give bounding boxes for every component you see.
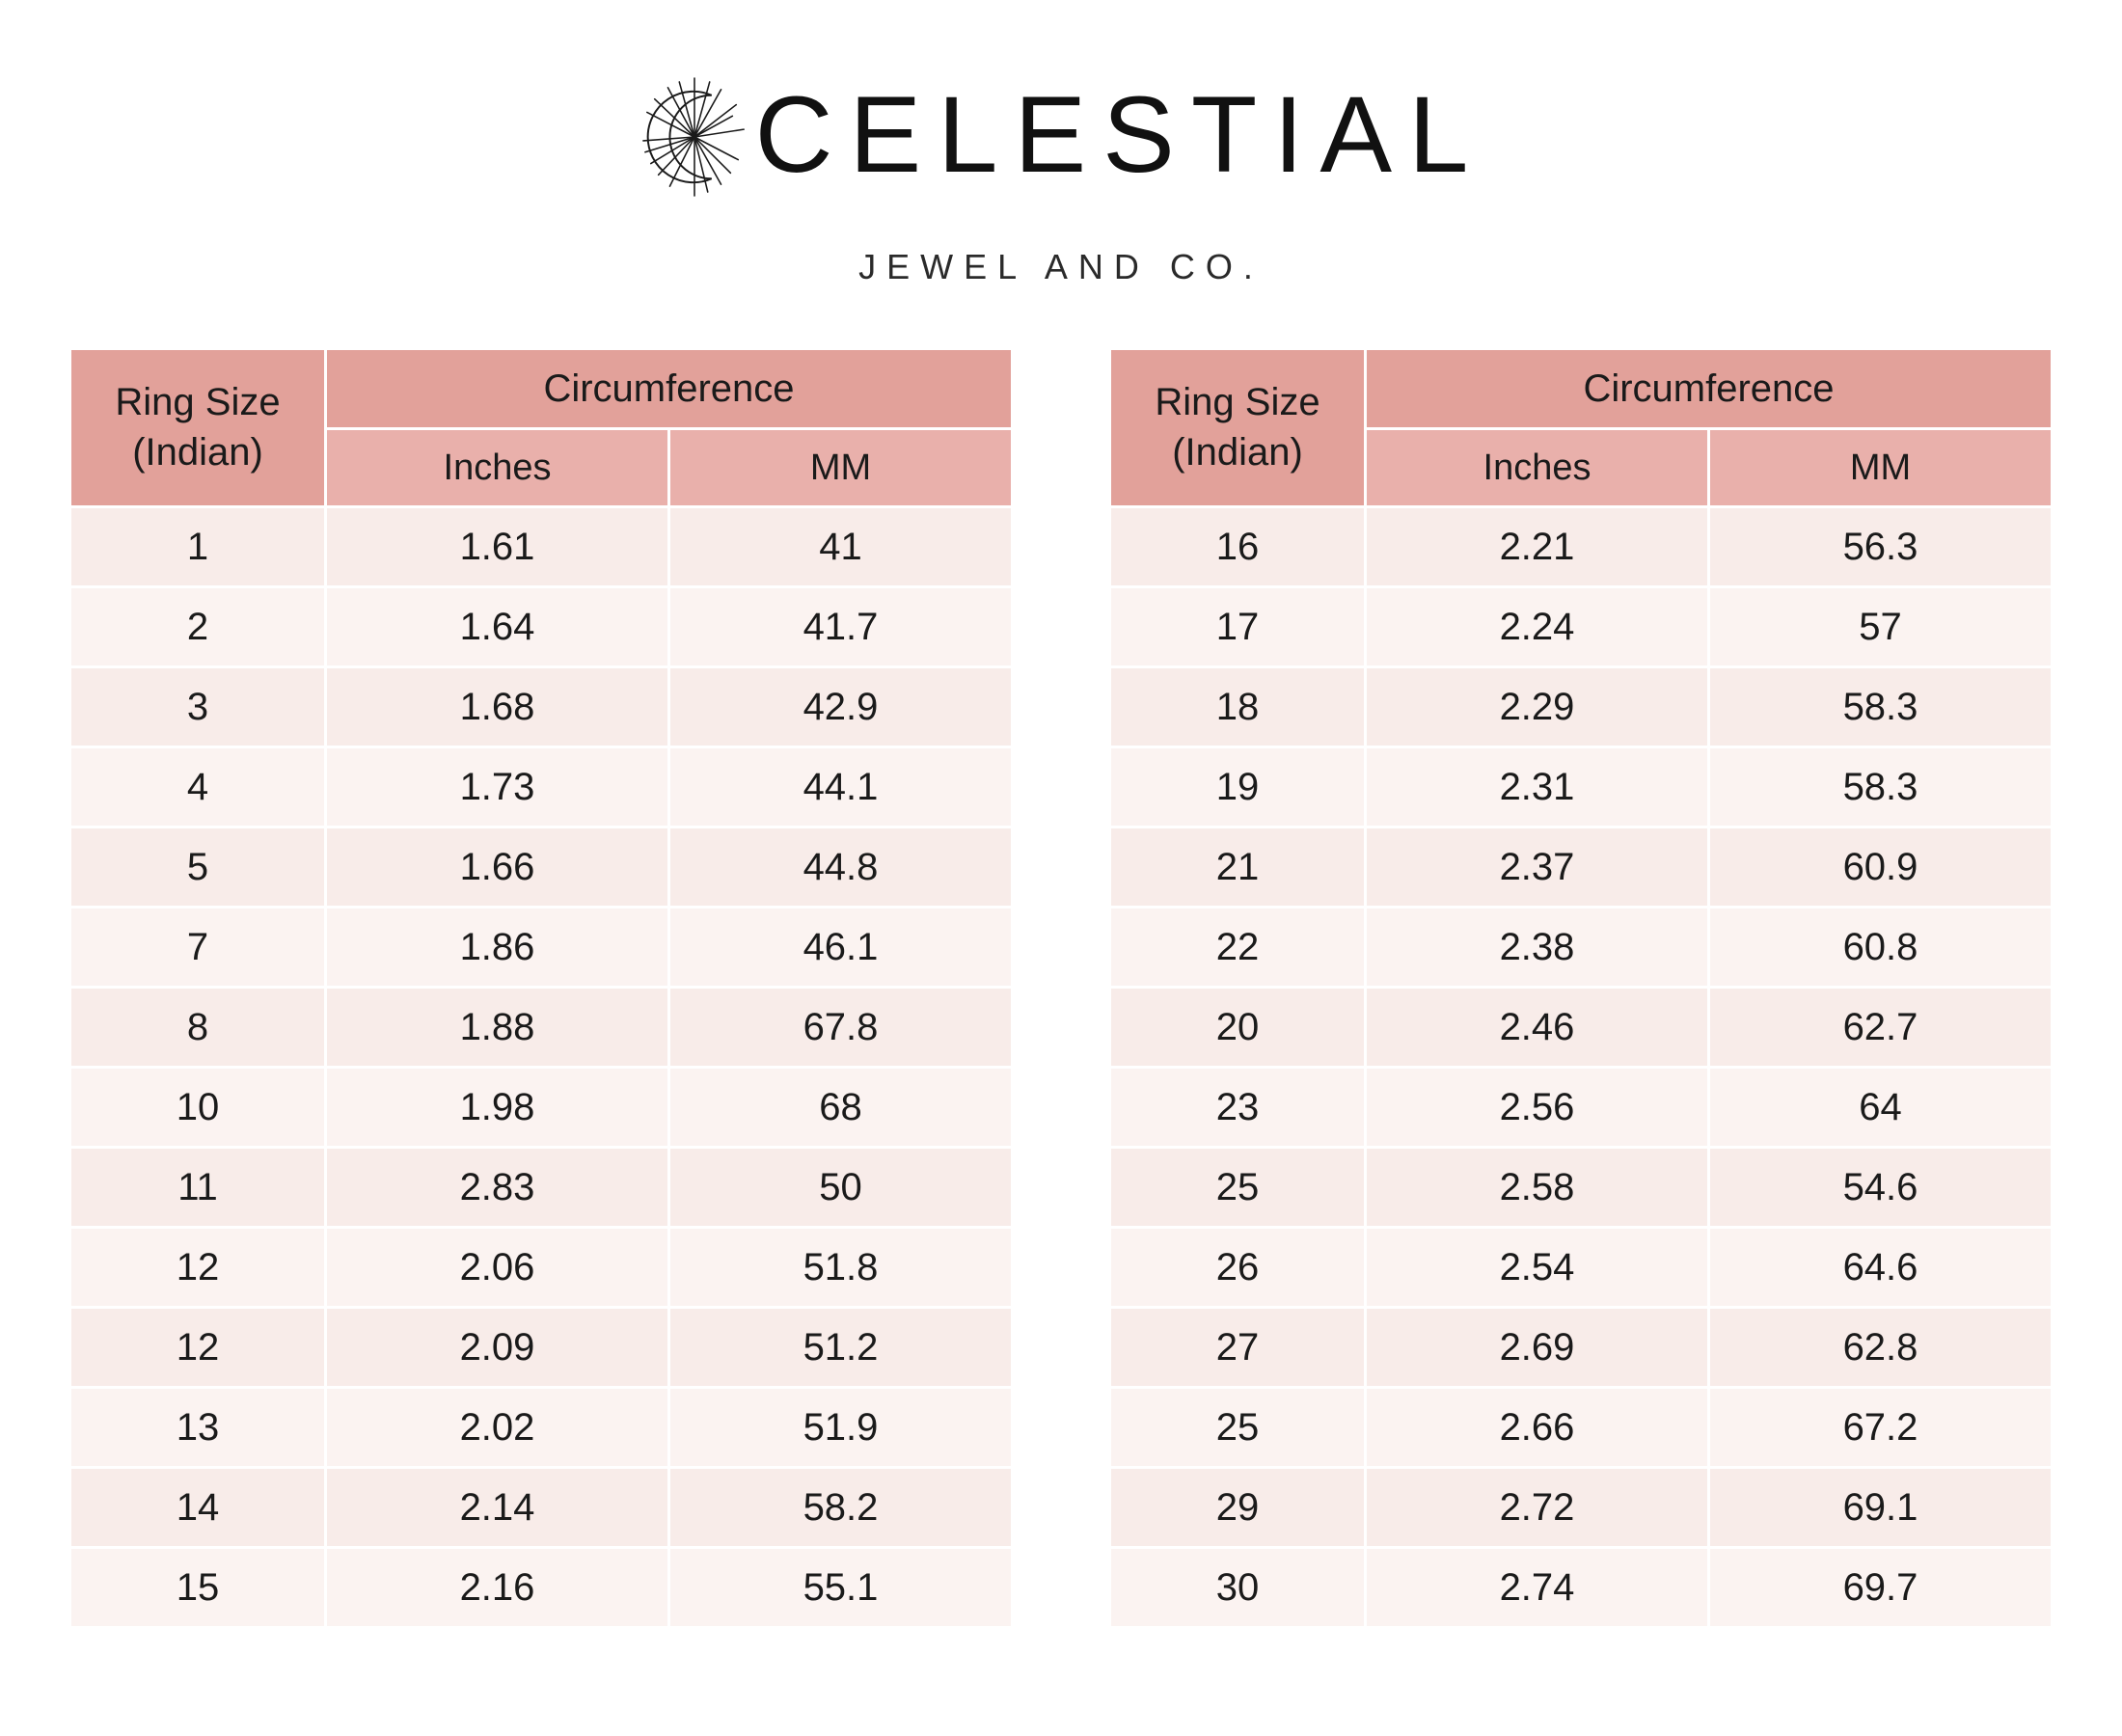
cell-mm: 68 xyxy=(670,1069,1011,1146)
cell-inches: 2.83 xyxy=(327,1149,667,1226)
cell-ring-size: 26 xyxy=(1111,1229,1364,1306)
cell-mm: 41 xyxy=(670,508,1011,585)
cell-inches: 1.88 xyxy=(327,989,667,1066)
cell-ring-size: 25 xyxy=(1111,1149,1364,1226)
cell-ring-size: 21 xyxy=(1111,828,1364,906)
header-ring-size-sublabel: (Indian) xyxy=(132,430,263,474)
cell-inches: 1.64 xyxy=(327,588,667,665)
table-header-row-top xyxy=(71,350,1011,427)
cell-mm: 44.1 xyxy=(670,748,1011,826)
table-row xyxy=(1111,1389,2051,1466)
cell-inches: 2.56 xyxy=(1367,1069,1707,1146)
table-head xyxy=(1111,350,2051,505)
brand-tagline: JEWEL AND CO. xyxy=(858,247,1264,286)
cell-inches: 2.14 xyxy=(327,1469,667,1546)
header-ring-size xyxy=(1111,350,1364,505)
cell-ring-size: 5 xyxy=(71,828,324,906)
cell-inches: 2.69 xyxy=(1367,1309,1707,1386)
table-row xyxy=(1111,668,2051,746)
cell-mm: 58.3 xyxy=(1710,668,2051,746)
cell-mm: 46.1 xyxy=(670,909,1011,986)
table-body xyxy=(1111,508,2051,1626)
cell-mm: 60.8 xyxy=(1710,909,2051,986)
header-ring-size-label: Ring Size xyxy=(1155,381,1320,424)
header-inches: Inches xyxy=(327,430,667,505)
table-row xyxy=(71,1389,1011,1466)
cell-inches: 2.54 xyxy=(1367,1229,1707,1306)
cell-mm: 51.8 xyxy=(670,1229,1011,1306)
cell-inches: 1.68 xyxy=(327,668,667,746)
cell-ring-size: 18 xyxy=(1111,668,1364,746)
cell-mm: 69.1 xyxy=(1710,1469,2051,1546)
cell-inches: 2.66 xyxy=(1367,1389,1707,1466)
cell-ring-size: 29 xyxy=(1111,1469,1364,1546)
cell-mm: 67.2 xyxy=(1710,1389,2051,1466)
cell-ring-size: 3 xyxy=(71,668,324,746)
cell-mm: 58.3 xyxy=(1710,748,2051,826)
table-row xyxy=(1111,748,2051,826)
table-row xyxy=(1111,1469,2051,1546)
cell-inches: 1.98 xyxy=(327,1069,667,1146)
cell-inches: 1.66 xyxy=(327,828,667,906)
cell-ring-size: 13 xyxy=(71,1389,324,1466)
header-circumference: Circumference xyxy=(327,350,1011,427)
cell-inches: 2.37 xyxy=(1367,828,1707,906)
cell-mm: 55.1 xyxy=(670,1549,1011,1626)
cell-inches: 1.61 xyxy=(327,508,667,585)
cell-ring-size: 12 xyxy=(71,1229,324,1306)
cell-ring-size: 7 xyxy=(71,909,324,986)
table-row xyxy=(1111,909,2051,986)
cell-mm: 62.8 xyxy=(1710,1309,2051,1386)
table-row xyxy=(71,989,1011,1066)
table-row xyxy=(71,1229,1011,1306)
header-circumference: Circumference xyxy=(1367,350,2051,427)
table-row xyxy=(1111,1149,2051,1226)
table-row xyxy=(71,828,1011,906)
cell-ring-size: 1 xyxy=(71,508,324,585)
table-row xyxy=(1111,588,2051,665)
table-row xyxy=(71,1069,1011,1146)
cell-mm: 54.6 xyxy=(1710,1149,2051,1226)
table-row xyxy=(71,588,1011,665)
table-row xyxy=(71,1309,1011,1386)
cell-mm: 51.2 xyxy=(670,1309,1011,1386)
cell-ring-size: 14 xyxy=(71,1469,324,1546)
cell-inches: 1.86 xyxy=(327,909,667,986)
header-inches: Inches xyxy=(1367,430,1707,505)
table-header-row-top xyxy=(1111,350,2051,427)
cell-ring-size: 30 xyxy=(1111,1549,1364,1626)
cell-ring-size: 25 xyxy=(1111,1389,1364,1466)
cell-mm: 69.7 xyxy=(1710,1549,2051,1626)
table-row xyxy=(71,1549,1011,1626)
cell-ring-size: 10 xyxy=(71,1069,324,1146)
size-tables-container xyxy=(0,347,2122,1629)
cell-inches: 2.09 xyxy=(327,1309,667,1386)
cell-mm: 51.9 xyxy=(670,1389,1011,1466)
cell-inches: 2.06 xyxy=(327,1229,667,1306)
cell-ring-size: 12 xyxy=(71,1309,324,1386)
table-row xyxy=(71,668,1011,746)
cell-inches: 2.58 xyxy=(1367,1149,1707,1226)
table-row xyxy=(71,1149,1011,1226)
cell-ring-size: 20 xyxy=(1111,989,1364,1066)
cell-mm: 58.2 xyxy=(670,1469,1011,1546)
header-ring-size xyxy=(71,350,324,505)
cell-mm: 64 xyxy=(1710,1069,2051,1146)
cell-mm: 60.9 xyxy=(1710,828,2051,906)
cell-inches: 2.72 xyxy=(1367,1469,1707,1546)
ring-size-table-right xyxy=(1108,347,2054,1629)
cell-mm: 44.8 xyxy=(670,828,1011,906)
cell-inches: 2.46 xyxy=(1367,989,1707,1066)
cell-inches: 2.02 xyxy=(327,1389,667,1466)
table-row xyxy=(71,508,1011,585)
table-head xyxy=(71,350,1011,505)
cell-mm: 62.7 xyxy=(1710,989,2051,1066)
table-row xyxy=(71,748,1011,826)
header-mm: MM xyxy=(1710,430,2051,505)
ring-size-table-left xyxy=(68,347,1014,1629)
cell-inches: 2.31 xyxy=(1367,748,1707,826)
cell-ring-size: 17 xyxy=(1111,588,1364,665)
cell-ring-size: 15 xyxy=(71,1549,324,1626)
cell-inches: 2.16 xyxy=(327,1549,667,1626)
cell-mm: 56.3 xyxy=(1710,508,2051,585)
cell-ring-size: 19 xyxy=(1111,748,1364,826)
table-row xyxy=(1111,1069,2051,1146)
cell-ring-size: 16 xyxy=(1111,508,1364,585)
cell-ring-size: 8 xyxy=(71,989,324,1066)
cell-inches: 2.74 xyxy=(1367,1549,1707,1626)
cell-inches: 2.21 xyxy=(1367,508,1707,585)
cell-inches: 2.29 xyxy=(1367,668,1707,746)
header-ring-size-sublabel: (Indian) xyxy=(1172,430,1303,474)
table-row xyxy=(1111,1549,2051,1626)
header-mm: MM xyxy=(670,430,1011,505)
cell-ring-size: 27 xyxy=(1111,1309,1364,1386)
cell-mm: 50 xyxy=(670,1149,1011,1226)
cell-mm: 64.6 xyxy=(1710,1229,2051,1306)
brand-header xyxy=(0,0,2122,287)
cell-mm: 67.8 xyxy=(670,989,1011,1066)
table-row xyxy=(1111,828,2051,906)
table-row xyxy=(1111,1229,2051,1306)
brand-name: CELESTIAL xyxy=(754,74,1485,195)
cell-inches: 2.24 xyxy=(1367,588,1707,665)
cell-mm: 42.9 xyxy=(670,668,1011,746)
cell-mm: 41.7 xyxy=(670,588,1011,665)
cell-ring-size: 4 xyxy=(71,748,324,826)
table-row xyxy=(1111,1309,2051,1386)
sun-moon-icon xyxy=(638,60,751,214)
table-body xyxy=(71,508,1011,1626)
cell-ring-size: 2 xyxy=(71,588,324,665)
table-row xyxy=(1111,989,2051,1066)
cell-ring-size: 22 xyxy=(1111,909,1364,986)
cell-inches: 2.38 xyxy=(1367,909,1707,986)
header-ring-size-label: Ring Size xyxy=(115,381,281,424)
table-row xyxy=(1111,508,2051,585)
cell-ring-size: 23 xyxy=(1111,1069,1364,1146)
cell-inches: 1.73 xyxy=(327,748,667,826)
cell-mm: 57 xyxy=(1710,588,2051,665)
table-row xyxy=(71,909,1011,986)
table-row xyxy=(71,1469,1011,1546)
cell-ring-size: 11 xyxy=(71,1149,324,1226)
brand-row xyxy=(0,56,2122,214)
